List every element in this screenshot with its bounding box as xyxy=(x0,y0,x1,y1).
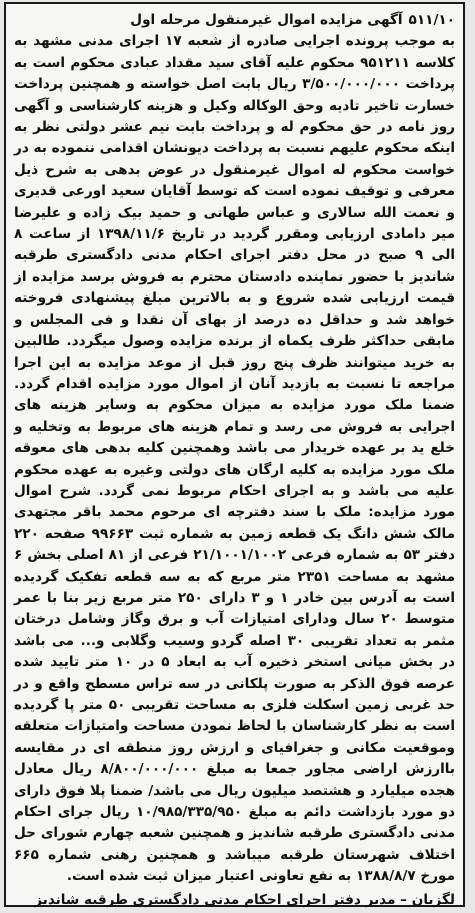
auction-notice xyxy=(14,10,455,888)
notice-number: ۵۱۱/۱۰ xyxy=(408,12,455,28)
notice-signature: لگزیان – مدیر دفتر اجرای احکام مدنی دادگستری طرقبه شاندیز xyxy=(34,891,455,908)
newspaper-notice-clipping xyxy=(4,2,465,907)
notice-title: آگهی مزایده اموال غیرمنقول مرحله اول xyxy=(130,12,403,28)
notice-body: به موجب پرونده اجرایی صادره از شعبه ۱۷ اجرای مدنی مشهد به کلاسه ۹۵۱۲۱۱ محکوم علیه آقای سید مقداد عبادی محکوم است به پرداخت ۳/۵۰۰/۰۰۰/۰۰۰ ریال بابت اصل خواسته و همچنین پرداخت خسارت تاخیر تادیه وحق الوکاله وکیل و هزینه کارشناسی و آگهی روز نامه در حق محکوم له و پرداخت بابت نیم عشر دولتی نظر به اینکه محکوم علیهم نسبت به پرداخت دیونشان اقدامی ننموده به در خواست محکوم له اموال غیرمنقول در عوض بدهی به شرح ذیل معرفی و توقیف نموده است که توسط آقایان سعید اورعی قدیری و نعمت الله سالاری و عباس طهانی و حمید بیک زاده و علیرضا میر دامادی ارزیابی ومقرر گردید در تاریخ ۱۳۹۸/۱۱/۶ از ساعت ۸ الی ۹ صبح در محل دفتر اجرای احکام مدنی دادگستری طرقبه شاندیز با حضور نماینده دادستان محترم به فروش برسد مزایده از قیمت ارزیابی شده شروع و به بالاترین مبلغ پیشنهادی فروخته خواهد شد و حداقل ده درصد از بهای آن نقدا و فی المجلس و مابقی حداکثر ظرف یکماه از برنده مزایده وصول میگردد. طالبین به خرید میتوانند ظرف پنج روز قبل از موعد مزایده به این اجرا مراجعه تا نسبت به بازدید آنان از اموال مورد مزایده اقدام گردد. ضمنا ملک مورد مزایده به میزان محکوم به وسایر هزینه های اجرایی به فروش می رسد و تمام هزینه های مربوط به وتخلیه و خلع ید بر عهده خریدار می باشد وهمچنین کلیه بدهی های معوقه ملک مورد مزایده به کلیه ارگان های دولتی وغیره به عهده محکوم علیه می باشد و به اجرای احکام مربوط نمی گردد. شرح اموال مورد مزایده: ملک با سند دفترچه ای مرحوم محمد باقر مجتهدی مالک شش دانگ یک قطعه زمین به شماره ثبت ۹۹۶۶۳ صفحه ۲۲۰ دفتر ۵۳ به شماره فرعی ۲۱/۱۰۰۱/۱۰۰۲ فرعی از ۸۱ اصلی بخش ۶ مشهد به مساحت ۲۳۵۱ متر مربع که به سه قطعه تفکیک گردیده است به آدرس بین خادر ۱ و ۳ دارای ۲۵۰ متر مربع زیر بنا با عمر متوسط ۲۰ سال ودارای امتیازات آب و برق وگاز وشامل درختان مثمر به تعداد تقریبی ۳۰ اصله گردو وسیب وگلابی و... می باشد در بخش میانی استخر ذخیره آب به ابعاد ۵ در ۱۰ متر تایید شده عرصه فوق الذکر به صورت پلکانی در سه تراس مسطح واقع و در حد غربی زمین اسکلت فلزی به مساحت تقریبی ۵۰ متر پا گردیده است به نظر کارشناسان با لحاظ نمودن مساحت وامتیازات متعلقه وموقعیت مکانی و جغرافیای و ارزش روز منطقه ای در مقایسه باارزش اراضی مجاور جمعا به مبلغ ۸/۸۰۰/۰۰۰/۰۰۰ ریال معادل هجده میلیارد و هشتصد میلیون ریال می باشد/ ضمنا پلا فوق دارای دو مورد بازداشت دائم به مبلغ ۱۰/۹۸۵/۳۳۵/۹۵۰ ریال جرای احکام مدنی دادگستری طرقبه شاندیز و همچنین شعبه چهارم شورای حل اختلاف شهرستان طرقبه میباشد و همچنین رهنی شماره ۶۶۵ مورخ ۱۳۸۸/۸/۷ به نفع تعاونی اعتبار میزان ثبت شده است. xyxy=(14,33,456,885)
notice-title-line xyxy=(14,10,455,31)
